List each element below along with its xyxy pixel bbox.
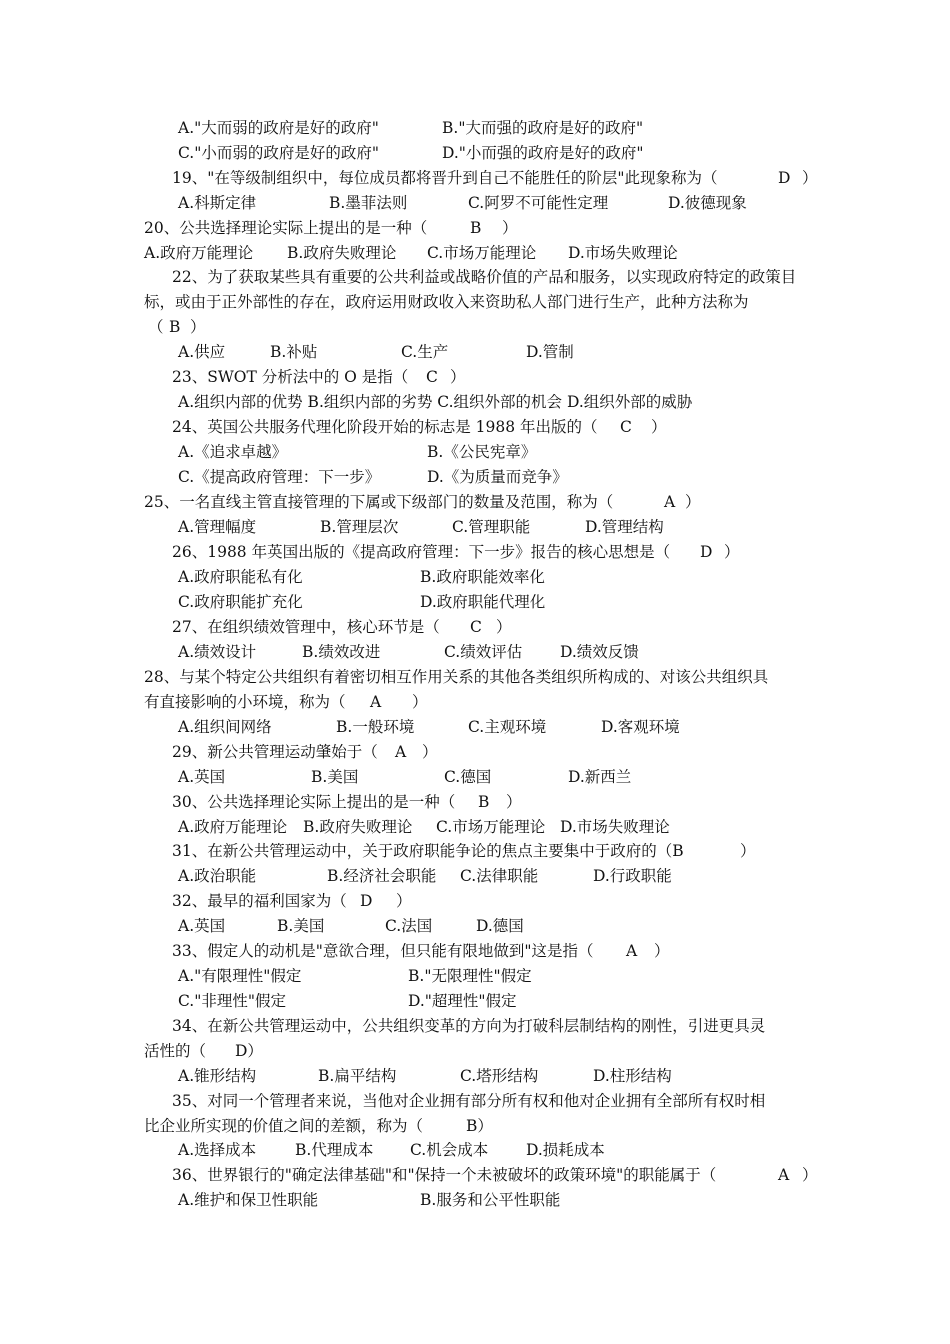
text-line: C — [620, 418, 632, 436]
text-line: A — [778, 1166, 790, 1184]
text-line: D."超理性"假定 — [408, 992, 517, 1010]
text-line: A.《追求卓越》 — [178, 443, 288, 461]
text-line: B.《公民宪章》 — [427, 443, 537, 461]
text-line: ） — [740, 842, 756, 860]
text-line: B.服务和公平性职能 — [420, 1191, 561, 1209]
text-line: 34、在新公共管理运动中，公共组织变革的方向为打破科层制结构的刚性，引进更具灵 — [172, 1017, 766, 1035]
text-line: D.客观环境 — [601, 718, 680, 736]
text-line: 32、最早的福利国家为（ — [172, 892, 347, 910]
text-line: B.政府职能效率化 — [420, 568, 545, 586]
text-line: 20、公共选择理论实际上提出的是一种（ — [144, 219, 428, 237]
text-line: B."大而强的政府是好的政府" — [442, 119, 644, 137]
text-line: D） — [235, 1042, 263, 1060]
text-line: A — [370, 693, 382, 711]
text-line: C.政府职能扩充化 — [178, 593, 303, 611]
text-line: D.德国 — [476, 917, 524, 935]
text-line: A.绩效设计 — [178, 643, 257, 661]
text-line: ） — [422, 743, 438, 761]
text-line: A.管理幅度 — [178, 518, 257, 536]
text-line: C.法国 — [385, 917, 433, 935]
text-line: C.市场万能理论 — [436, 818, 546, 836]
text-line: 19、"在等级制组织中，每位成员都将晋升到自己不能胜任的阶层"此现象称为（ — [172, 169, 718, 187]
text-line: 35、对同一个管理者来说，当他对企业拥有部分所有权和他对企业拥有全部所有权时相 — [172, 1092, 766, 1110]
text-line: D.彼德现象 — [668, 194, 747, 212]
text-line: ） — [496, 618, 512, 636]
text-line: B — [470, 219, 482, 237]
text-line: B — [169, 318, 181, 336]
text-line: A.政府职能私有化 — [178, 568, 303, 586]
text-line: D.政府职能代理化 — [420, 593, 546, 611]
text-line: A.组织间网络 — [178, 718, 272, 736]
text-line: C — [426, 368, 438, 386]
text-line: D.新西兰 — [568, 768, 632, 786]
text-line: A.选择成本 — [178, 1141, 257, 1159]
text-line: C."非理性"假定 — [178, 992, 286, 1010]
text-line: D — [700, 543, 713, 561]
text-line: ） — [724, 543, 740, 561]
text-line: B.经济社会职能 — [327, 867, 437, 885]
text-line: A.锥形结构 — [178, 1067, 257, 1085]
text-line: B.一般环境 — [336, 718, 415, 736]
text-line: C.市场万能理论 — [427, 244, 537, 262]
text-line: B.美国 — [277, 917, 325, 935]
text-line: 28、与某个特定公共组织有着密切相互作用关系的其他各类组织所构成的、对该公共组织具 — [144, 668, 769, 686]
text-line: 29、新公共管理运动肇始于（ — [172, 743, 378, 761]
text-line: C."小而弱的政府是好的政府" — [178, 144, 379, 162]
text-line: D.柱形结构 — [593, 1067, 672, 1085]
text-line: ） — [685, 493, 701, 511]
text-line: C.法律职能 — [460, 867, 539, 885]
text-line: ） — [502, 219, 518, 237]
text-line: B.管理层次 — [320, 518, 399, 536]
text-line: ） — [450, 368, 466, 386]
text-line: C.管理职能 — [452, 518, 531, 536]
text-line: B.补贴 — [270, 343, 318, 361]
text-line: A.供应 — [178, 343, 226, 361]
text-line: 36、世界银行的"确定法律基础"和"保持一个未被破坏的政策环境"的职能属于（ — [172, 1166, 717, 1184]
text-line: B."无限理性"假定 — [408, 967, 532, 985]
text-line: A — [626, 942, 638, 960]
text-line: A — [395, 743, 407, 761]
text-line: D.绩效反馈 — [560, 643, 639, 661]
text-line: C.主观环境 — [468, 718, 547, 736]
text-line: 24、英国公共服务代理化阶段开始的标志是 1988 年出版的（ — [172, 418, 598, 436]
text-line: D.损耗成本 — [526, 1141, 605, 1159]
text-line: B.扁平结构 — [318, 1067, 397, 1085]
text-line: C.生产 — [401, 343, 449, 361]
text-line: 27、在组织绩效管理中，核心环节是（ — [172, 618, 440, 636]
text-line: C.德国 — [444, 768, 492, 786]
text-line: A.维护和保卫性职能 — [178, 1191, 319, 1209]
text-line: 23、SWOT 分析法中的 O 是指（ — [172, 368, 409, 386]
text-line: B.绩效改进 — [302, 643, 381, 661]
text-line: B.墨菲法则 — [329, 194, 408, 212]
text-line: D — [360, 892, 373, 910]
text-line: C.阿罗不可能性定理 — [468, 194, 609, 212]
text-line: B.政府失败理论 — [287, 244, 397, 262]
text-line: A.英国 — [178, 917, 226, 935]
text-line: ） — [412, 693, 428, 711]
text-line: C.《提高政府管理：下一步》 — [178, 468, 381, 486]
text-line: D.市场失败理论 — [568, 244, 678, 262]
text-line: ） — [654, 942, 670, 960]
text-line: 比企业所实现的价值之间的差额，称为（ — [144, 1117, 424, 1135]
text-line: B） — [466, 1117, 493, 1135]
text-line: A.政治职能 — [178, 867, 257, 885]
text-line: C — [470, 618, 482, 636]
text-line: A."有限理性"假定 — [178, 967, 302, 985]
text-line: 26、1988 年英国出版的《提高政府管理：下一步》报告的核心思想是（ — [172, 543, 671, 561]
text-line: B.美国 — [311, 768, 359, 786]
text-line: D.行政职能 — [593, 867, 672, 885]
text-line: ） — [802, 169, 818, 187]
text-line: A.政府万能理论 — [144, 244, 254, 262]
text-line: （ — [148, 318, 164, 336]
text-line: ） — [651, 418, 667, 436]
text-line: C.塔形结构 — [460, 1067, 539, 1085]
text-line: B.政府失败理论 — [303, 818, 413, 836]
text-line: D."小而强的政府是好的政府" — [442, 144, 644, 162]
text-line: D — [778, 169, 791, 187]
text-line: 31、在新公共管理运动中，关于政府职能争论的焦点主要集中于政府的（B — [172, 842, 684, 860]
text-line: 30、公共选择理论实际上提出的是一种（ — [172, 793, 456, 811]
text-line: B — [478, 793, 490, 811]
text-line: 标，或由于正外部性的存在，政府运用财政收入来资助私人部门进行生产，此种方法称为 — [144, 293, 749, 311]
text-line: D.管理结构 — [585, 518, 664, 536]
text-line: A."大而弱的政府是好的政府" — [178, 119, 379, 137]
text-line: D.市场失败理论 — [560, 818, 670, 836]
text-line: ） — [396, 892, 412, 910]
text-line: A.政府万能理论 — [178, 818, 288, 836]
text-line: C.机会成本 — [410, 1141, 489, 1159]
text-line: A.组织内部的优势 B.组织内部的劣势 C.组织外部的机会 D.组织外部的威胁 — [178, 393, 693, 411]
text-line: A.科斯定律 — [178, 194, 257, 212]
text-line: 25、一名直线主管直接管理的下属或下级部门的数量及范围，称为（ — [144, 493, 614, 511]
text-line: ） — [802, 1166, 818, 1184]
text-line: 33、假定人的动机是"意欲合理，但只能有限地做到"这是指（ — [172, 942, 594, 960]
text-line: 22、为了获取某些具有重要的公共利益或战略价值的产品和服务，以实现政府特定的政策目 — [172, 268, 797, 286]
text-line: A — [664, 493, 676, 511]
text-line: D.《为质量而竞争》 — [427, 468, 568, 486]
text-line: C.绩效评估 — [444, 643, 523, 661]
text-line: 有直接影响的小环境，称为（ — [144, 693, 346, 711]
text-line: B.代理成本 — [295, 1141, 374, 1159]
text-line: 活性的（ — [144, 1042, 207, 1060]
text-line: A.英国 — [178, 768, 226, 786]
text-line: ） — [190, 318, 206, 336]
text-line: ） — [506, 793, 522, 811]
text-line: D.管制 — [526, 343, 574, 361]
